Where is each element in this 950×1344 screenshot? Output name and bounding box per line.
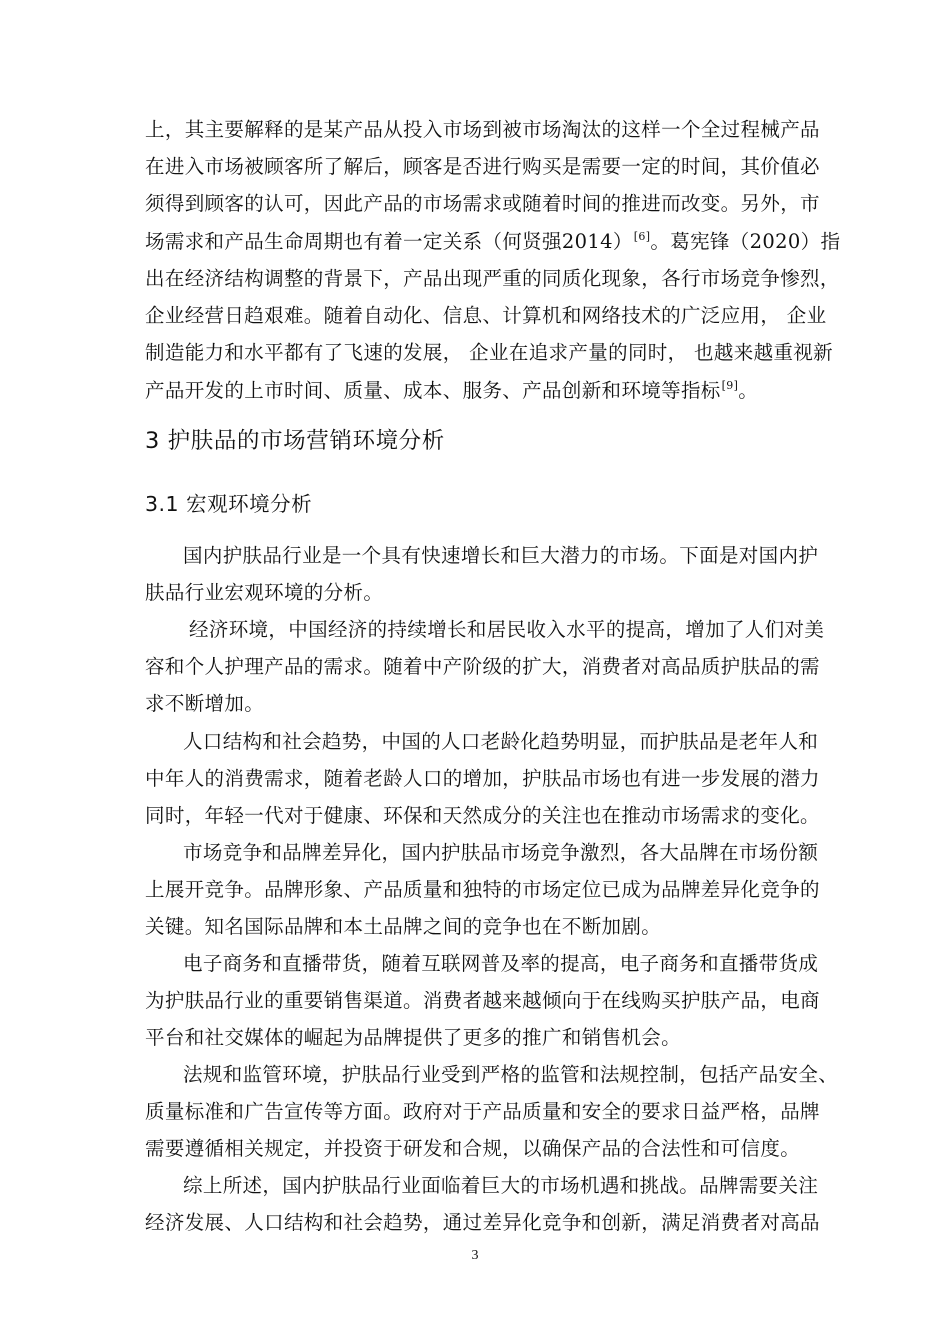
body-text-line: 企业经营日趋艰难。随着自动化、信息、计算机和网络技术的广泛应用， 企业 [145, 304, 827, 327]
body-text-line: 制造能力和水平都有了飞速的发展， 企业在追求产量的同时， 也越来越重视新 [145, 341, 833, 364]
body-text-line: 出在经济结构调整的背景下，产品出现严重的同质化现象，各行市场竞争惨烈， [145, 267, 840, 290]
body-text: 场需求和产品生命周期也有着一定关系（何贤强2014） [145, 230, 633, 253]
body-text-line: 人口结构和社会趋势，中国的人口老龄化趋势明显，而护肤品是老年人和 [183, 730, 819, 753]
page-number: 3 [471, 1248, 479, 1263]
body-text-line: 国内护肤品行业是一个具有快速增长和巨大潜力的市场。下面是对国内护 [183, 544, 819, 567]
body-text-line: 求不断增加。 [145, 692, 265, 715]
body-text-line: 市场竞争和品牌差异化，国内护肤品市场竞争激烈，各大品牌在市场份额 [183, 841, 819, 864]
subsection-heading: 3.1 宏观环境分析 [145, 492, 313, 516]
body-text-line: 肤品行业宏观环境的分析。 [145, 581, 384, 604]
body-text-line: 综上所述，国内护肤品行业面临着巨大的市场机遇和挑战。品牌需要关注 [183, 1174, 819, 1197]
body-text-line: 法规和监管环境，护肤品行业受到严格的监管和法规控制，包括产品安全、 [183, 1063, 839, 1086]
body-text-line: 平台和社交媒体的崛起为品牌提供了更多的推广和销售机会。 [145, 1026, 681, 1049]
body-text-line: 中年人的消费需求，随着老龄人口的增加，护肤品市场也有进一步发展的潜力 [145, 767, 820, 790]
body-text-line: 关键。知名国际品牌和本土品牌之间的竞争也在不断加剧。 [145, 915, 662, 938]
body-text-line: 电子商务和直播带货，随着互联网普及率的提高，电子商务和直播带货成 [183, 952, 819, 975]
body-text-line: 上展开竞争。品牌形象、产品质量和独特的市场定位已成为品牌差异化竞争的 [145, 878, 820, 901]
section-heading: 3 护肤品的市场营销环境分析 [145, 428, 445, 454]
body-text-line: 同时，年轻一代对于健康、环保和天然成分的关注也在推动市场需求的变化。 [145, 804, 820, 827]
body-text: 。 [738, 379, 759, 402]
body-text-line: 经济发展、人口结构和社会趋势，通过差异化竞争和创新，满足消费者对高品 [145, 1211, 820, 1234]
citation-ref: [9] [721, 379, 739, 392]
body-text-line [145, 378, 758, 404]
body-text-line: 上，其主要解释的是某产品从投入市场到被市场淘汰的这样一个全过程械产品 [145, 118, 820, 141]
body-text-line: 须得到顾客的认可，因此产品的市场需求或随着时间的推进而改变。另外，市 [145, 192, 820, 215]
body-text-line: 容和个人护理产品的需求。随着中产阶级的扩大，消费者对高品质护肤品的需 [145, 655, 820, 678]
body-text-line: 经济环境，中国经济的持续增长和居民收入水平的提高，增加了人们对美 [189, 618, 825, 641]
body-text: 产品开发的上市时间、质量、成本、服务、产品创新和环境等指标 [145, 379, 721, 402]
body-text-line: 需要遵循相关规定，并投资于研发和合规，以确保产品的合法性和可信度。 [145, 1137, 801, 1160]
body-text: 。葛宪锋（2020）指 [650, 230, 841, 253]
body-text-line: 为护肤品行业的重要销售渠道。消费者越来越倾向于在线购买护肤产品，电商 [145, 989, 820, 1012]
citation-ref: [6] [633, 230, 651, 243]
body-text-line: 质量标准和广告宣传等方面。政府对于产品质量和安全的要求日益严格，品牌 [145, 1100, 820, 1123]
body-text-line [145, 229, 840, 255]
body-text-line: 在进入市场被顾客所了解后，顾客是否进行购买是需要一定的时间，其价值必 [145, 155, 820, 178]
